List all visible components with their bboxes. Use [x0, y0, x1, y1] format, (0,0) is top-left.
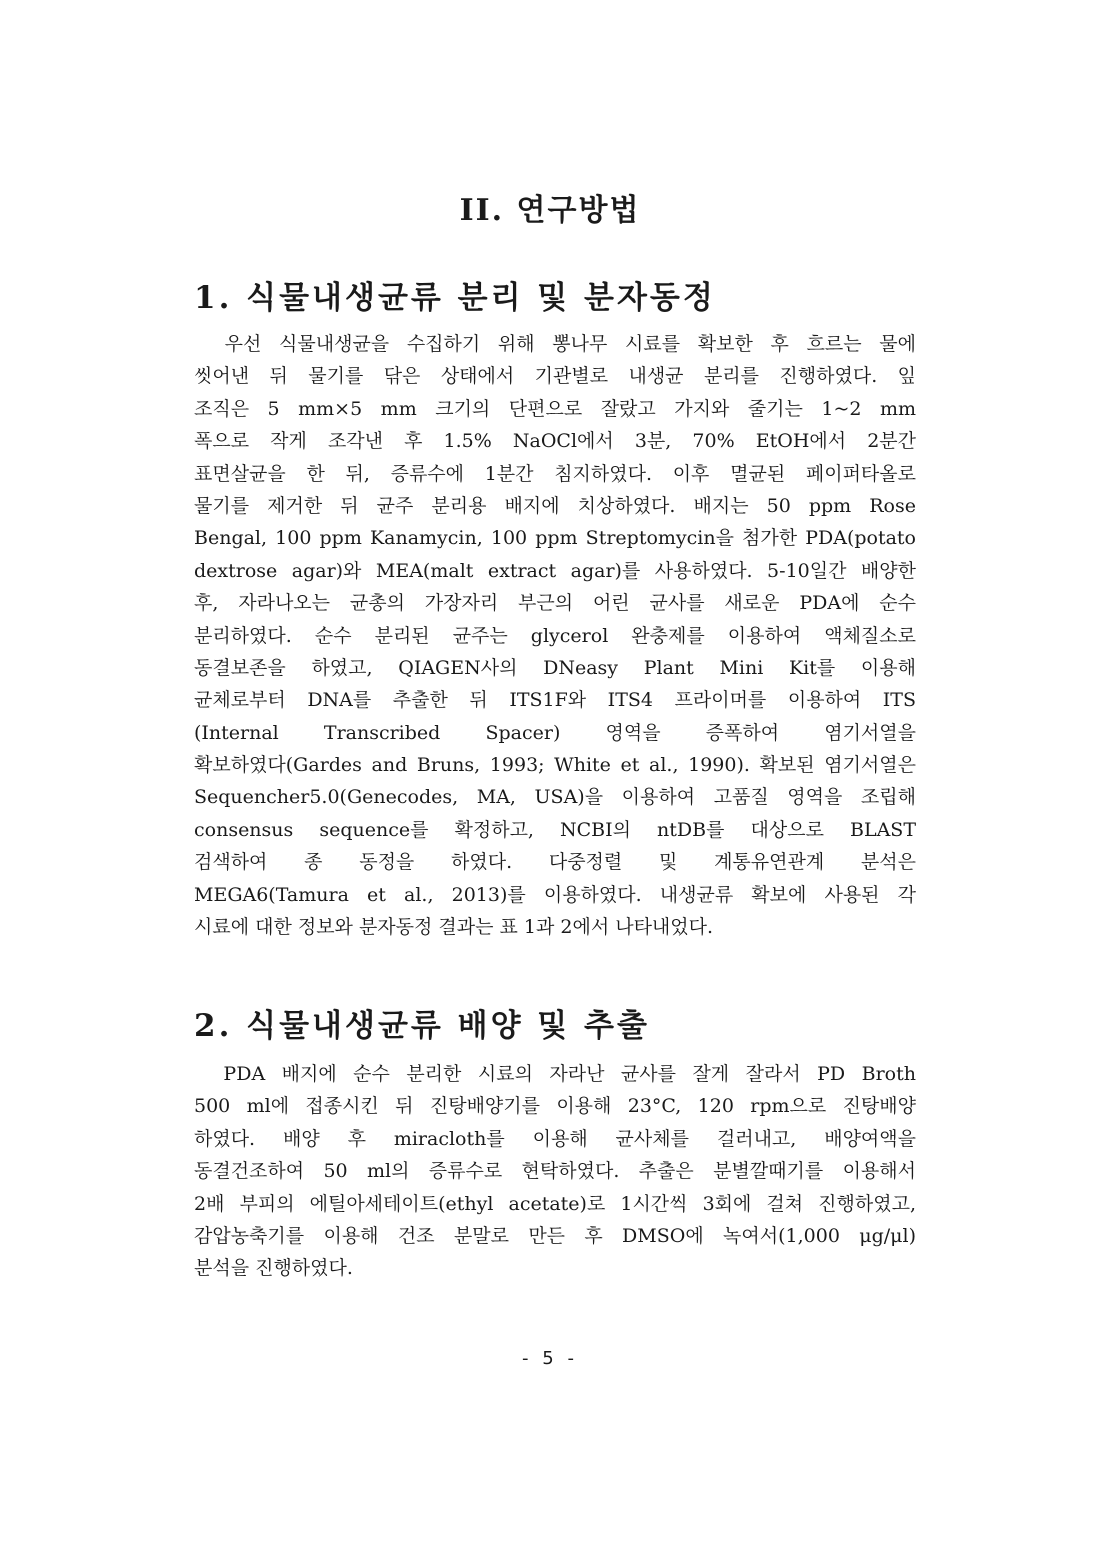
paragraph-line: 표면살균을 한 뒤, 증류수에 1분간 침지하였다. 이후 멸균된 페이퍼타올로 — [194, 462, 916, 485]
paragraph-line: 씻어낸 뒤 물기를 닦은 상태에서 기관별로 내생균 분리를 진행하였다. 잎 — [194, 365, 916, 388]
paragraph-line: 조직은 5 mm×5 mm 크기의 단편으로 잘랐고 가지와 줄기는 1~2 mm — [194, 397, 916, 420]
section-1-paragraph — [194, 328, 916, 943]
section-1-title: 1. 식물내생균류 분리 및 분자동정 — [194, 280, 716, 316]
page-number: - 5 - — [522, 1348, 578, 1369]
chapter-title: II. 연구방법 — [459, 193, 641, 228]
paragraph-line: Sequencher5.0(Genecodes, MA, USA)을 이용하여 고품질 영역을 조립해 — [194, 786, 916, 809]
paragraph-line: 하였다. 배양 후 miracloth를 이용해 균사체를 걸러내고, 배양여액을 — [194, 1127, 916, 1150]
paragraph-line: 후, 자라나오는 균총의 가장자리 부근의 어린 균사를 새로운 PDA에 순수 — [194, 592, 916, 615]
paragraph-line: MEGA6(Tamura et al., 2013)를 이용하였다. 내생균류 확보에 사용된 각 — [194, 883, 916, 906]
paragraph-line: 500 ml에 접종시킨 뒤 진탕배양기를 이용해 23°C, 120 rpm으로 진탕배양 — [194, 1095, 916, 1118]
paragraph-line: 우선 식물내생균을 수집하기 위해 뽕나무 시료를 확보한 후 흐르는 물에 — [194, 333, 916, 355]
paragraph-line: 확보하였다(Gardes and Bruns, 1993; White et al., 1990). 확보된 염기서열은 — [194, 754, 916, 777]
paragraph-line: (Internal Transcribed Spacer) 영역을 증폭하여 염기서열을 — [194, 721, 916, 744]
paragraph-line: 분리하였다. 순수 분리된 균주는 glycerol 완충제를 이용하여 액체질소로 — [194, 624, 916, 647]
paragraph-line: 균체로부터 DNA를 추출한 뒤 ITS1F와 ITS4 프라이머를 이용하여 ITS — [194, 689, 916, 712]
paragraph-line: 동결보존을 하였고, QIAGEN사의 DNeasy Plant Mini Kit를 이용해 — [194, 656, 916, 679]
paragraph-line: 검색하여 종 동정을 하였다. 다중정렬 및 계통유연관계 분석은 — [194, 851, 916, 874]
section-2-title: 2. 식물내생균류 배양 및 추출 — [194, 1008, 650, 1044]
paragraph-line: 감압농축기를 이용해 건조 분말로 만든 후 DMSO에 녹여서(1,000 μg/μl) — [194, 1224, 916, 1247]
paragraph-line: 2배 부피의 에틸아세테이트(ethyl acetate)로 1시간씩 3회에 걸쳐 진행하였고, — [194, 1192, 916, 1215]
paragraph-line: 폭으로 작게 조각낸 후 1.5% NaOCl에서 3분, 70% EtOH에서 2분간 — [194, 430, 916, 453]
paragraph-line: PDA 배지에 순수 분리한 시료의 자라난 균사를 잘게 잘라서 PD Broth — [194, 1063, 916, 1085]
paragraph-line: 시료에 대한 정보와 분자동정 결과는 표 1과 2에서 나타내었다. — [194, 916, 714, 939]
paragraph-line: 동결건조하여 50 ml의 증류수로 현탁하였다. 추출은 분별깔때기를 이용해서 — [194, 1160, 916, 1183]
paragraph-line: 물기를 제거한 뒤 균주 분리용 배지에 치상하였다. 배지는 50 ppm Rose — [194, 494, 916, 517]
paragraph-line: dextrose agar)와 MEA(malt extract agar)를 사용하였다. 5-10일간 배양한 — [194, 559, 916, 582]
section-2-paragraph — [194, 1058, 916, 1285]
paragraph-line: Bengal, 100 ppm Kanamycin, 100 ppm Streptomycin을 첨가한 PDA(potato — [194, 527, 916, 550]
paragraph-line: consensus sequence를 확정하고, NCBI의 ntDB를 대상으로 BLAST — [194, 818, 916, 841]
paragraph-line: 분석을 진행하였다. — [194, 1257, 353, 1280]
